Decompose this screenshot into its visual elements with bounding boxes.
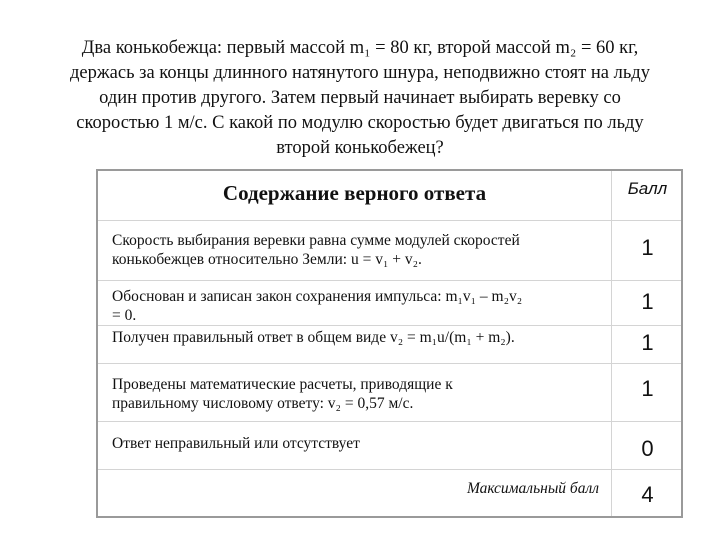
table-row [98,221,681,281]
max-score-label: Максимальный балл [466,480,599,497]
criterion-text [112,231,602,269]
header-content: Содержание верного ответа [222,181,487,205]
criterion-text [112,328,602,347]
max-score-value: 4 [641,482,654,507]
criterion-line: Скорость выбирания веревки равна сумме модулей скоростей [112,232,520,249]
header-score: Балл [627,179,668,198]
table-header-row [98,171,681,221]
criterion-line: Обоснован и записан закон сохранения импульса: m₁v₁ – m₂v₂ [112,288,523,305]
table-row [98,281,681,326]
criterion-score: 1 [641,330,654,355]
criterion-line: = 0. [112,307,137,324]
table-row [98,422,681,470]
criterion-text [112,287,602,325]
criterion-line: Получен правильный ответ в общем виде v₂ = m₁u/(m₁ + m₂). [112,329,515,346]
criterion-score: 1 [641,235,654,260]
problem-statement [30,36,690,161]
criterion-line: Проведены математические расчеты, приводящие к [112,376,453,393]
problem-line: один против другого. Затем первый начинает выбирать веревку со [99,88,621,108]
criterion-score: 1 [641,289,654,314]
problem-line: держась за концы длинного натянутого шнура, неподвижно стоят на льду [70,63,650,83]
grading-table [96,169,683,518]
table-row [98,364,681,422]
criterion-score: 1 [641,376,654,401]
criterion-line: правильному числовому ответу: v₂ = 0,57 м/с. [112,395,414,412]
problem-line: второй конькобежец? [276,138,444,158]
criterion-text [112,375,602,413]
problem-line: Два конькобежца: первый массой m₁ = 80 кг, второй массой m₂ = 60 кг, [81,38,639,58]
table-row [98,326,681,364]
criterion-text [112,434,602,453]
criterion-score: 0 [641,436,654,461]
table-total-row [98,470,681,516]
criterion-line: Ответ неправильный или отсутствует [112,435,360,452]
criterion-line: конькобежцев относительно Земли: u = v₁ + v₂. [112,251,422,268]
problem-line: скоростью 1 м/с. С какой по модулю скоростью будет двигаться по льду [76,113,644,133]
